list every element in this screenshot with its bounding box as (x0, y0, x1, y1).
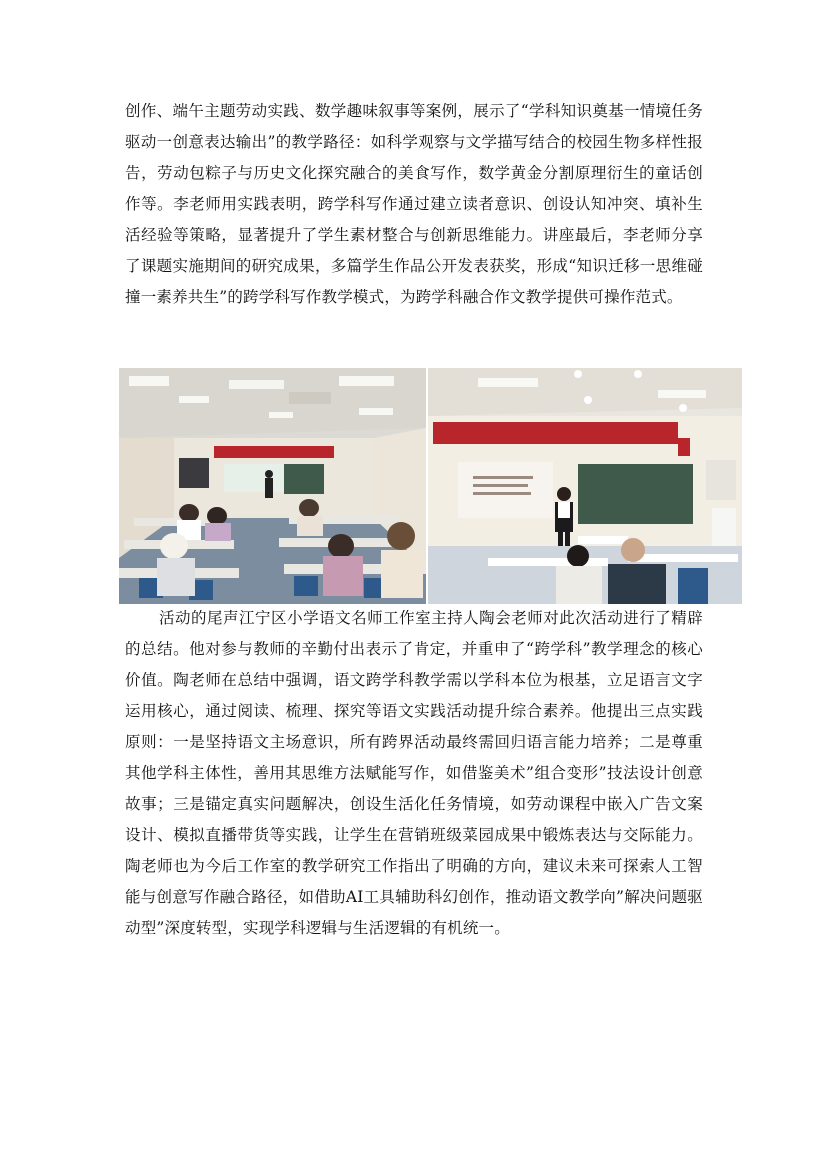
classroom-photo-back-view (119, 368, 426, 604)
body-paragraph-1: 创作、端午主题劳动实践、数学趣味叙事等案例，展示了“学科知识奠基一情境任务驱动一创意表达输出”的教学路径：如科学观察与文学描写结合的校园生物多样性报告，劳动包粽子与历史文化探究融合的美食写作，数学黄金分割原理衍生的童话创作等。李老师用实践表明，跨学科写作通过建立读者意识、创设认知冲突、填补生活经验等策略，显著提升了学生素材整合与创新思维能力。讲座最后，李老师分享了课题实施期间的研究成果，多篇学生作品公开发表获奖，形成“知识迁移一思维碰撞一素养共生”的跨学科写作教学模式，为跨学科融合作文教学提供可操作范式。 (125, 102, 703, 306)
photo-row (119, 368, 742, 604)
teacher-presenting-photo (428, 368, 742, 604)
body-paragraph-2: 活动的尾声江宁区小学语文名师工作室主持人陶会老师对此次活动进行了精辟的总结。他对参与教师的辛勤付出表示了肯定，并重申了“跨学科”教学理念的核心价值。陶老师在总结中强调，语文跨学科教学需以学科本位为根基，立足语言文字运用核心，通过阅读、梳理、探究等语文实践活动提升综合素养。他提出三点实践原则：一是坚持语文主场意识，所有跨界活动最终需回归语言能力培养；二是尊重其他学科主体性，善用其思维方法赋能写作，如借鉴美术”组合变形”技法设计创意故事；三是锚定真实问题解决，创设生活化任务情境，如劳动课程中嵌入广告文案设计、模拟直播带货等实践，让学生在营销班级菜园成果中锻炼表达与交际能力。陶老师也为今后工作室的教学研究工作指出了明确的方向，建议未来可探索人工智能与创意写作融合路径，如借助AI工具辅助科幻创作，推动语文教学向”解决问题驱动型”深度转型，实现学科逻辑与生活逻辑的有机统一。 (125, 609, 703, 937)
